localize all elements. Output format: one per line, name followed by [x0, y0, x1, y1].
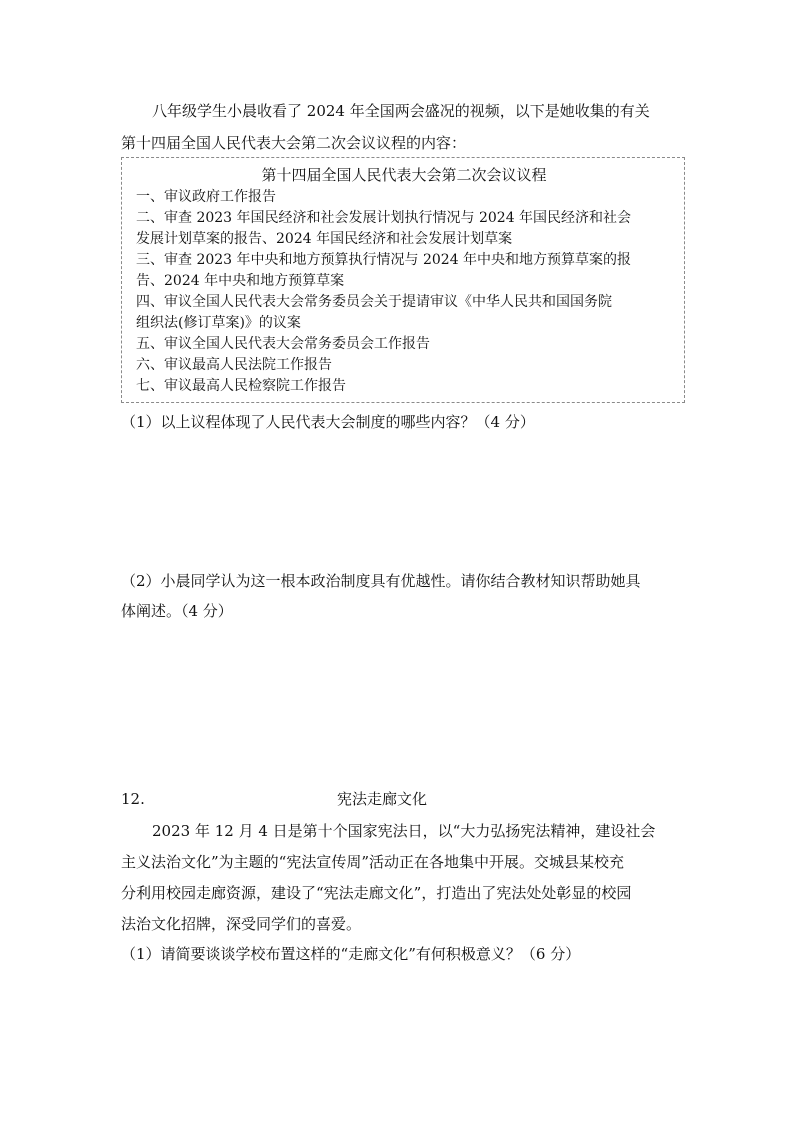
agenda-title: 第十四届全国人民代表大会第二次会议议程 [261, 166, 547, 184]
question-12-para-line: 分利用校园走廊资源，建设了“宪法走廊文化”，打造出了宪法处处彰显的校园 [121, 884, 632, 902]
agenda-box [121, 157, 685, 403]
question-12-number: 12. [121, 790, 145, 808]
intro-line-1: 八年级学生小晨收看了 2024 年全国两会盛况的视频，以下是她收集的有关 [152, 102, 650, 120]
question-12-para-line: 2023 年 12 月 4 日是第十个国家宪法日，以“大力弘扬宪法精神，建设社会 [152, 822, 656, 840]
agenda-line: 告、2024 年中央和地方预算草案 [136, 273, 345, 289]
agenda-line: 五、审议全国人民代表大会常务委员会工作报告 [136, 336, 430, 352]
question-12-sub-1: （1）请简要谈谈学校布置这样的“走廊文化”有何积极意义？（6 分） [121, 945, 581, 963]
agenda-line: 发展计划草案的报告、2024 年国民经济和社会发展计划草案 [136, 231, 513, 247]
agenda-line: 六、审议最高人民法院工作报告 [136, 357, 332, 373]
question-12-para-line: 主义法治文化”为主题的“宪法宣传周”活动正在各地集中开展。交城县某校充 [121, 853, 625, 871]
agenda-line: 二、审查 2023 年国民经济和社会发展计划执行情况与 2024 年国民经济和社会 [136, 210, 632, 226]
question-1: （1）以上议程体现了人民代表大会制度的哪些内容？（4 分） [121, 413, 535, 431]
agenda-line: 四、审议全国人民代表大会常务委员会关于提请审议《中华人民共和国国务院 [136, 294, 612, 310]
agenda-line: 一、审议政府工作报告 [136, 189, 276, 205]
agenda-line: 七、审议最高人民检察院工作报告 [136, 378, 346, 394]
question-12-para-line: 法治文化招牌，深受同学们的喜爱。 [121, 915, 362, 933]
agenda-line: 组织法(修订草案)》的议案 [136, 315, 301, 331]
intro-line-2: 第十四届全国人民代表大会第二次会议议程的内容： [121, 134, 467, 152]
question-2-line-1: （2）小晨同学认为这一根本政治制度具有优越性。请你结合教材知识帮助她具 [121, 572, 641, 590]
agenda-line: 三、审查 2023 年中央和地方预算执行情况与 2024 年中央和地方预算草案的报 [136, 252, 632, 268]
question-12-title: 宪法走廊文化 [337, 790, 428, 808]
question-2-line-2: 体阐述。（4 分） [121, 602, 233, 620]
